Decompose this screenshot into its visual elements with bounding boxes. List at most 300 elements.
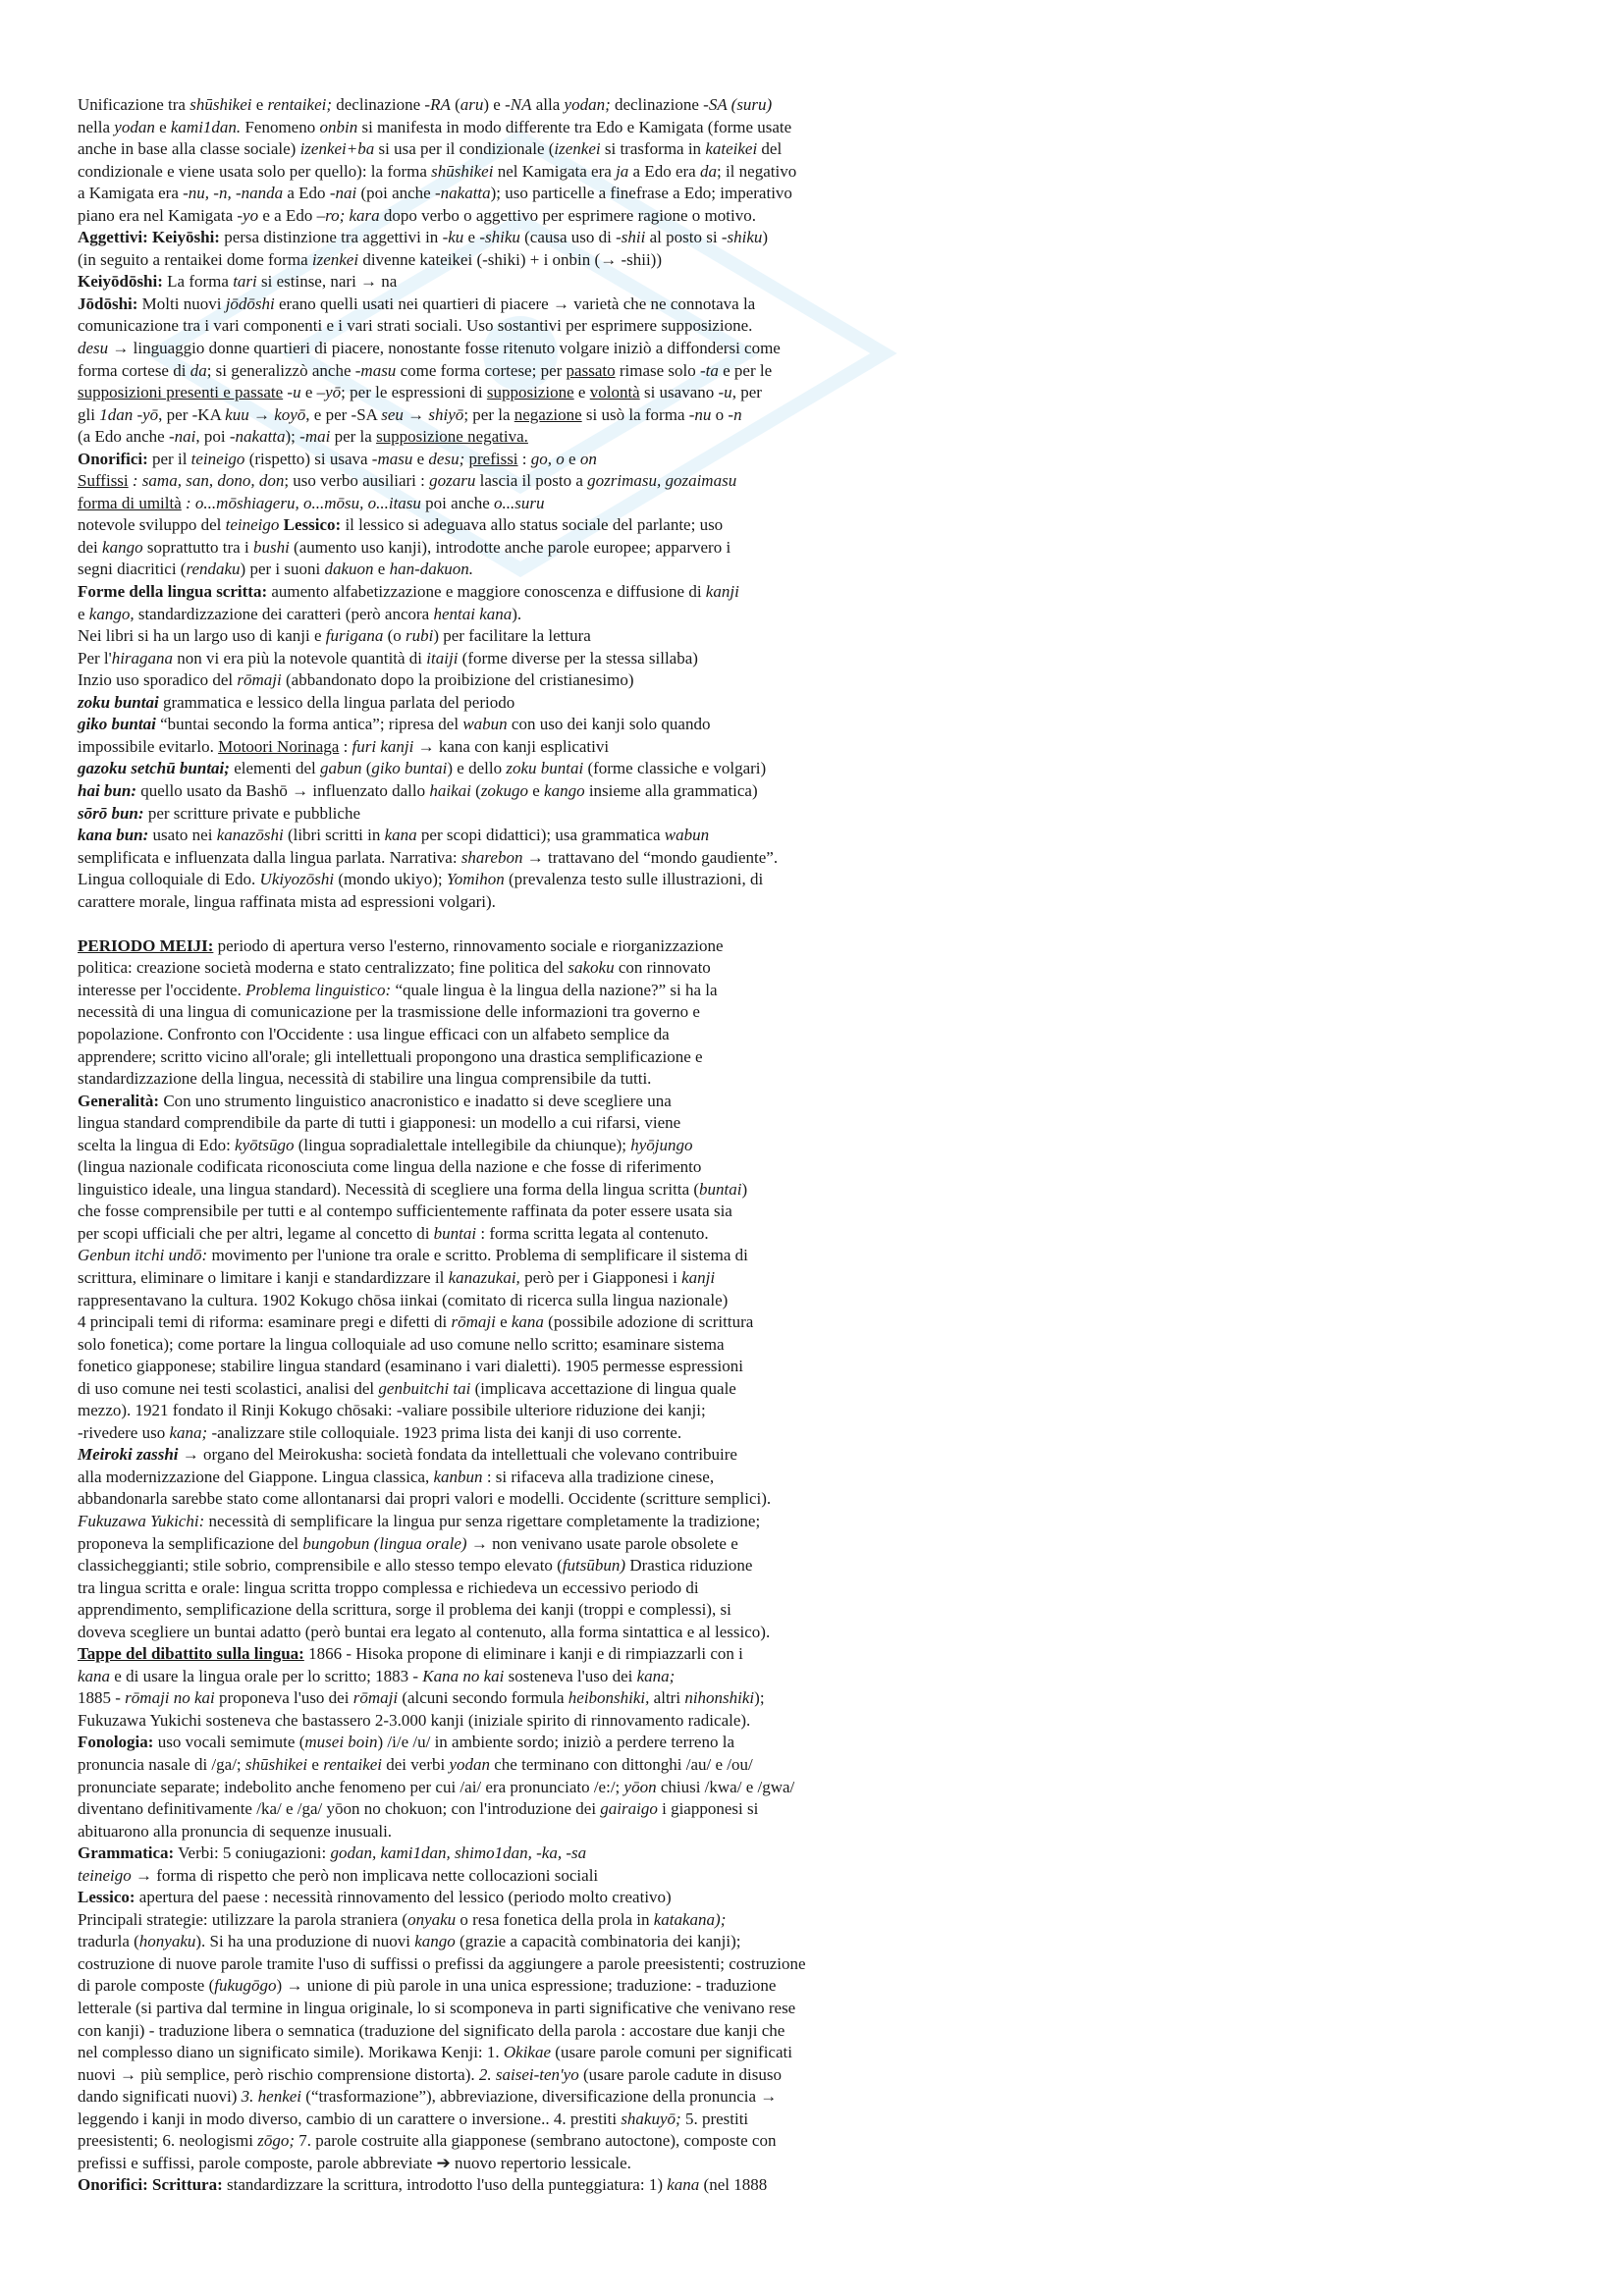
text-run: e [251, 95, 268, 114]
text-run: tra lingua scritta e orale: lingua scritta troppo complessa e richiedeva un eccessivo periodo di [78, 1577, 699, 1597]
italic-run: kana [78, 1666, 111, 1685]
text-run: carattere morale, lingua raffinata mista ad espressioni volgari). [78, 891, 496, 911]
italic-run: 1dan -yō [99, 404, 159, 424]
text-run: nel complesso diano un significato simile). Morikawa Kenji: 1. [78, 2043, 504, 2062]
text-line [78, 825, 922, 847]
italic-run: haikai [429, 780, 471, 800]
text-run: Principali strategie: utilizzare la parola straniera ( [78, 1909, 408, 1929]
text-line [78, 2109, 922, 2131]
text-line [78, 1356, 922, 1378]
text-line [78, 338, 922, 360]
text-run: e [307, 1755, 324, 1775]
italic-run: -masu [371, 449, 413, 468]
text-line [78, 1378, 922, 1401]
text-run: → non venivano usate parole obsolete e [466, 1533, 738, 1553]
text-run: di uso comune nei testi scolastici, analisi del [78, 1378, 379, 1398]
text-run: : forma scritta legata al contenuto. [476, 1223, 709, 1243]
italic-run: aru [460, 95, 484, 114]
italic-run: -nai [329, 184, 357, 203]
text-run: (usare parole cadute in disuso [578, 2064, 782, 2084]
text-line [78, 1046, 922, 1069]
text-line [78, 514, 922, 537]
italic-run: rendaku [186, 560, 241, 579]
italic-run: teineigo [225, 515, 280, 535]
text-run: → trattavano del “mondo gaudiente”. [522, 847, 779, 867]
text-run: abbandonarla sarebbe stato come allontanarsi dai propri valori e modelli. Occidente (scritture semplici). [78, 1489, 772, 1509]
italic-run: kanazōshi [216, 826, 284, 845]
bold-run: Keiyōdōshi: [78, 272, 163, 292]
text-run: (rispetto) si usava [244, 449, 372, 468]
text-line [78, 1666, 922, 1688]
italic-run: yodan; [564, 95, 611, 114]
text-run: impossibile evitarlo. [78, 736, 219, 756]
text-line [78, 1998, 922, 2020]
text-run: per scopi ufficiali che per altri, legame al concetto di [78, 1223, 434, 1243]
text-run: (possibile adozione di scrittura [543, 1312, 754, 1332]
text-run: ; per la [463, 404, 514, 424]
italic-run: : o...mōshiageru, o...mōsu, o...itasu [186, 493, 421, 512]
italic-run: izenkei [311, 249, 359, 269]
italic-run: yodan [449, 1755, 491, 1775]
text-run: di parole composte ( [78, 1976, 215, 1996]
text-line [78, 1091, 922, 1113]
italic-run: go, o [530, 449, 565, 468]
text-run: comunicazione tra i vari componenti e i vari strati sociali. Uso sostantivi per esprimere supposizione. [78, 316, 753, 336]
text-run: ) per facilitare la lettura [433, 626, 591, 646]
text-run: politica: creazione società moderna e stato centralizzato; fine politica del [78, 958, 568, 978]
text-run: linguistico ideale, una lingua standard). Necessità di scegliere una forma della lingua scritta ( [78, 1179, 700, 1199]
bold-run: Fonologia: [78, 1733, 154, 1752]
text-run: Lingua colloquiale di Edo. [78, 870, 260, 889]
text-line [78, 1931, 922, 1953]
italic-run: o...suru [494, 493, 545, 512]
text-run: si usa per il condizionale ( [374, 139, 555, 159]
italic-run: seu → shiyō [381, 404, 464, 424]
text-run: nel Kamigata era [493, 161, 617, 181]
text-run: 5. prestiti [680, 2109, 749, 2128]
text-run: proponeva l'uso dei [214, 1688, 353, 1708]
italic-run: kana; [169, 1422, 208, 1442]
text-run: si usò la forma [581, 404, 689, 424]
text-run: si manifesta in modo differente tra Edo e Kamigata (forme usate [357, 117, 792, 136]
text-run: piano era nel Kamigata [78, 205, 238, 225]
text-run: però per i Giapponesi i [519, 1267, 682, 1287]
italic-run: zokugo [480, 780, 528, 800]
italic-run: tari [233, 272, 257, 292]
italic-run: gabun [320, 759, 362, 778]
text-run: apertura del paese : necessità rinnovamento del lessico (periodo molto creativo) [135, 1888, 672, 1907]
bold-run: kana bun: [78, 826, 149, 845]
italic-run: kyōtsūgo [235, 1135, 295, 1154]
italic-run: kanji [705, 582, 739, 602]
text-run: e [412, 449, 429, 468]
text-run: (poi anche [356, 184, 435, 203]
text-run: (o [383, 626, 406, 646]
text-run: classicheggianti; stile sobrio, comprensibile e allo stesso tempo elevato ( [78, 1556, 563, 1575]
bold-run: zoku buntai [78, 692, 159, 712]
text-run: come forma cortese; per [396, 360, 567, 380]
text-run: e [527, 780, 545, 800]
underlined-run: Motoori Norinaga [218, 736, 340, 756]
underlined-run: prefissi [468, 449, 518, 468]
text-run: (implicava accettazione di lingua quale [470, 1378, 736, 1398]
text-line [78, 758, 922, 780]
text-run: aumento alfabetizzazione e maggiore conoscenza e diffusione di [267, 582, 706, 602]
italic-run: fukugōgo [214, 1976, 277, 1996]
text-line [78, 1511, 922, 1533]
italic-run: gozrimasu, gozaimasu [587, 471, 737, 491]
text-line [78, 2020, 922, 2043]
text-run: si estinse, nari → na [256, 272, 398, 292]
text-run: (“trasformazione”), abbreviazione, diversificazione della pronuncia → [301, 2087, 778, 2107]
text-run: periodo di apertura verso l'esterno, rinnovamento sociale e riorganizzazione [213, 935, 724, 955]
text-line [78, 1223, 922, 1246]
text-run: con uso dei kanji solo quando [507, 715, 711, 734]
text-run: e [300, 383, 317, 402]
text-run: 1866 - Hisoka propone di eliminare i kanji e di rimpiazzarli con i [303, 1644, 743, 1664]
italic-run: -u [287, 383, 301, 402]
italic-run: shūshikei [189, 95, 252, 114]
text-line [78, 1112, 922, 1135]
text-run: -analizzare stile colloquiale. 1923 prima lista dei kanji di uso corrente. [207, 1422, 682, 1442]
text-run: standardizzazione dei caratteri (però ancora [134, 604, 434, 623]
underlined-run: volontà [589, 383, 640, 402]
text-line [78, 2042, 922, 2064]
text-run: dando significati nuovi) [78, 2087, 242, 2107]
text-line [78, 1245, 922, 1267]
italic-run: Yomihon [446, 870, 505, 889]
text-line [78, 1156, 922, 1179]
text-line [78, 604, 922, 626]
text-run: segni diacritici ( [78, 560, 187, 579]
text-line [78, 1821, 922, 1843]
text-run: ; si generalizzò anche [206, 360, 355, 380]
italic-run: musei boin [304, 1733, 378, 1752]
text-run: e a Edo [258, 205, 317, 225]
italic-run: wabun [462, 715, 508, 734]
italic-run: rentaikei [323, 1755, 383, 1775]
text-line [78, 138, 922, 161]
text-run: Molti nuovi [137, 294, 226, 313]
text-run: ); [754, 1688, 765, 1708]
text-run: : si rifaceva alla tradizione cinese, [482, 1467, 715, 1486]
italic-run: kango, [88, 604, 135, 623]
text-line [78, 1467, 922, 1489]
text-line [78, 1577, 922, 1600]
text-run: (nel 1888 [699, 2175, 768, 2195]
text-line [78, 1001, 922, 1024]
text-run: sosteneva l'uso dei [504, 1666, 637, 1685]
italic-run: hentai kana [433, 604, 513, 623]
text-run: doveva scegliere un buntai adatto (però buntai era legato al contenuto, alla forma sintattica e al lessico). [78, 1622, 771, 1641]
italic-run: ja [616, 161, 629, 181]
text-run: (mondo ukiyo); [334, 870, 447, 889]
text-run: 4 principali temi di riforma: esaminare pregi e difetti di [78, 1312, 452, 1332]
italic-run: on [579, 449, 597, 468]
italic-run: hyōjungo [630, 1135, 693, 1154]
text-line [78, 1400, 922, 1422]
text-run: declinazione [332, 95, 425, 114]
text-run: ( [450, 95, 460, 114]
text-run: erano quelli usati nei quartieri di piacere → varietà che ne connotava la [274, 294, 756, 313]
italic-run: shūshikei [244, 1755, 308, 1775]
text-line [78, 1135, 922, 1157]
text-run: ) [741, 1179, 748, 1199]
text-run: apprendere; scritto vicino all'orale; gli intellettuali propongono una drastica semplificazione e [78, 1046, 703, 1066]
italic-run: kanji [681, 1267, 716, 1287]
underlined-run: passato [566, 360, 616, 380]
italic-run: rubi [406, 626, 434, 646]
italic-run: izenkei+ba [299, 139, 375, 159]
text-run: e per le [718, 360, 773, 380]
italic-run: katakana); [653, 1909, 727, 1929]
text-line [78, 183, 922, 205]
italic-run: kango [414, 1932, 456, 1951]
text-run: (abbandonato dopo la proibizione del cristianesimo) [281, 670, 634, 690]
italic-run: giko buntai [371, 759, 448, 778]
text-run: i giapponesi si [657, 1799, 759, 1819]
text-run: necessità di una lingua di comunicazione per la trasmissione delle informazioni tra governo e [78, 1002, 700, 1022]
text-run: “quale lingua è la lingua della nazione?” si ha la [391, 980, 718, 999]
text-line [78, 227, 922, 249]
text-line [78, 1290, 922, 1312]
text-run: , poi [195, 427, 230, 447]
text-line [78, 935, 922, 958]
text-run: e [573, 383, 590, 402]
bold-run: sōrō bun: [78, 803, 144, 823]
text-run: ; uso verbo ausiliari : [284, 471, 430, 491]
text-line [78, 294, 922, 316]
text-line [78, 315, 922, 338]
italic-run: Okikae [503, 2043, 552, 2062]
italic-run: desu [78, 339, 109, 358]
text-run: , per -KA [158, 404, 226, 424]
text-run: proponeva la semplificazione del [78, 1533, 303, 1553]
text-run: e [564, 449, 580, 468]
italic-run: 3. henkei [241, 2087, 302, 2107]
italic-run: Problema linguistico: [245, 980, 392, 999]
italic-run: -shiku [721, 228, 763, 247]
text-line [78, 271, 922, 294]
text-run: diventano definitivamente /ka/ e /ga/ yōon no chokuon; con l'introduzione dei [78, 1799, 601, 1819]
bold-run: hai bun: [78, 780, 136, 800]
bold-run: Onorifici: Scrittura: [78, 2175, 223, 2195]
blank-line [78, 913, 922, 935]
italic-run: : sama, san, dono, don [132, 471, 285, 491]
italic-run: –yō [316, 383, 342, 402]
italic-run: hiragana [111, 648, 174, 667]
text-run: 7. parole costruite alla giapponese (sembrano autoctone), composte con [294, 2131, 777, 2151]
underlined-run: supposizione [486, 383, 574, 402]
italic-run: yodan [114, 117, 155, 136]
italic-run: -NA [505, 95, 532, 114]
text-run: tradurla ( [78, 1932, 139, 1951]
text-run: -rivedere uso [78, 1422, 170, 1442]
text-run: ); uso particelle a finefrase a Edo; imperativo [490, 184, 792, 203]
text-run: “buntai secondo la forma antica”; ripresa del [155, 715, 463, 734]
italic-run: dakuon [324, 560, 374, 579]
bold-run: PERIODO MEIJI: [78, 935, 214, 955]
italic-run: kana [384, 826, 417, 845]
text-run: dei verbi [382, 1755, 450, 1775]
text-line [78, 980, 922, 1002]
italic-run: rōmaji no kai [125, 1688, 215, 1708]
italic-run: kango [544, 780, 585, 800]
text-line [78, 1599, 922, 1622]
text-run: dei [78, 537, 103, 557]
text-run: nuovi → più semplice, però rischio comprensione distorta). [78, 2064, 479, 2084]
text-line [78, 470, 922, 493]
text-line [78, 94, 922, 117]
text-run: (libri scritti in [283, 826, 385, 845]
text-run: Unificazione tra [78, 95, 190, 114]
text-run: ; il negativo [716, 161, 797, 181]
text-run: ) → unione di più parole in una unica espressione; traduzione: - traduzione [276, 1976, 777, 1996]
bold-run: Lessico: [283, 515, 342, 535]
italic-run: -yo [237, 205, 259, 225]
text-run: prefissi e suffissi, parole composte, parole abbreviate ➔ nuovo repertorio lessicale. [78, 2153, 631, 2172]
underlined-run: negazione [514, 404, 582, 424]
bold-run: Lessico: [78, 1888, 135, 1907]
italic-run: izenkei [554, 139, 601, 159]
text-run: alla [531, 95, 565, 114]
text-run: del [757, 139, 783, 159]
text-run: ) per i suoni [240, 560, 325, 579]
text-run: Con uno strumento linguistico anacronistico e inadatto si deve scegliere una [159, 1091, 672, 1110]
italic-run: sharebon [460, 847, 523, 867]
text-line [78, 803, 922, 826]
text-run: altri [649, 1688, 685, 1708]
text-run: 1885 - [78, 1688, 126, 1708]
italic-run: kateikei [705, 139, 758, 159]
text-run: : [339, 736, 352, 756]
italic-run: nihonshiki [684, 1688, 755, 1708]
italic-run: han-dakuon. [389, 560, 474, 579]
italic-run: buntai [699, 1179, 742, 1199]
italic-run: bushi [252, 537, 290, 557]
text-line [78, 692, 922, 715]
italic-run: wabun [664, 826, 710, 845]
text-run: leggendo i kanji in modo diverso, cambio di un carattere o inversione.. 4. prestiti [78, 2109, 622, 2128]
text-run: nella [78, 117, 115, 136]
text-line [78, 1555, 922, 1577]
text-run: (causa uso di [519, 228, 617, 247]
text-line [78, 1068, 922, 1091]
text-line [78, 714, 922, 736]
text-run: (prevalenza testo sulle illustrazioni, di [504, 870, 764, 889]
text-line [78, 1687, 922, 1710]
text-run: → organo del Meirokusha: società fondata da intellettuali che volevano contribuire [178, 1445, 737, 1465]
text-run: persa distinzione tra aggettivi in [219, 228, 443, 247]
text-run: con rinnovato [614, 958, 711, 978]
document-body [78, 94, 922, 2197]
text-line [78, 1732, 922, 1754]
text-run: chiusi /kwa/ e /gwa/ [656, 1777, 795, 1796]
text-line [78, 625, 922, 648]
italic-run: -RA [424, 95, 451, 114]
italic-run: -nakatta [229, 427, 286, 447]
italic-run: -mai [299, 427, 331, 447]
text-line [78, 2130, 922, 2153]
text-run: elementi del [229, 759, 320, 778]
italic-run: onbin [319, 117, 358, 136]
italic-run: -shiku [479, 228, 520, 247]
text-run: che terminano con dittonghi /au/ e /ou/ [490, 1755, 753, 1775]
text-line [78, 1887, 922, 1909]
text-line [78, 736, 922, 759]
text-line [78, 1488, 922, 1511]
text-run: per la [330, 427, 377, 447]
bold-run: Grammatica: [78, 1843, 175, 1863]
text-run: abituarono alla pronuncia di sequenze inusuali. [78, 1821, 393, 1841]
text-run: preesistenti; 6. neologismi [78, 2131, 258, 2151]
italic-run: Kana no kai [422, 1666, 505, 1685]
text-line [78, 1975, 922, 1998]
text-run: ). Si ha una produzione di nuovi [195, 1932, 415, 1951]
bold-run: Meiroki zasshi [78, 1445, 179, 1465]
text-line [78, 1909, 922, 1932]
text-line [78, 382, 922, 404]
italic-run: kuu → koyō [225, 404, 306, 424]
text-run: Drastica riduzione [625, 1556, 753, 1575]
text-line [78, 1622, 922, 1644]
underlined-run: Suffissi [78, 471, 129, 491]
text-line [78, 249, 922, 272]
text-run: movimento per l'unione tra orale e scritto. Problema di semplificare il sistema di [207, 1246, 748, 1265]
text-run: ( [470, 780, 481, 800]
text-line [78, 648, 922, 670]
text-run: (lingua nazionale codificata riconosciuta come lingua della nazione e che fosse di riferimento [78, 1157, 702, 1177]
bold-run: Tappe del dibattito sulla lingua: [78, 1644, 304, 1664]
text-run: rimase solo [615, 360, 700, 380]
text-line [78, 117, 922, 139]
text-run: e [463, 228, 480, 247]
italic-run: yōon [623, 1777, 657, 1796]
text-run: scelta la lingua di Edo: [78, 1135, 236, 1154]
text-run: declinazione [610, 95, 704, 114]
text-run: standardizzazione della lingua, necessità di stabilire una lingua comprensibile da tutti. [78, 1069, 652, 1089]
italic-run: -masu [354, 360, 397, 380]
bold-run: Onorifici: [78, 449, 148, 468]
underlined-run: supposizioni presenti e passate [78, 383, 284, 402]
text-run: notevole sviluppo del [78, 515, 226, 535]
text-run: (usare parole comuni per significati [551, 2043, 792, 2062]
italic-run: rōmaji [451, 1312, 496, 1332]
text-line [78, 669, 922, 692]
text-run: e [78, 604, 89, 623]
text-line [78, 1953, 922, 1976]
italic-run: -nu [688, 404, 712, 424]
text-run: lascia il posto a [475, 471, 588, 491]
bold-run: gazoku setchū buntai; [78, 759, 230, 778]
text-line [78, 1754, 922, 1777]
text-run: letterale (si partiva dal termine in lingua originale, lo si scomponeva in parti significative che venivano rese [78, 1999, 796, 2018]
text-line [78, 1777, 922, 1799]
italic-run: -nai [168, 427, 196, 447]
italic-run: da [699, 161, 717, 181]
text-run: per scritture private e pubbliche [143, 803, 360, 823]
text-run: ; per le espressioni di [341, 383, 487, 402]
italic-run: zōgo; [257, 2131, 295, 2151]
text-run: Fukuzawa Yukichi sosteneva che bastassero 2-3.000 kanji (iniziale spirito di rinnovamento radicale). [78, 1710, 751, 1730]
text-line [78, 1533, 922, 1556]
text-line [78, 2086, 922, 2109]
underlined-run: forma di umiltà [78, 493, 182, 512]
italic-run: zoku buntai [506, 759, 584, 778]
text-line [78, 493, 922, 515]
italic-run: kami1dan. [170, 117, 242, 136]
text-run: si trasforma in [600, 139, 706, 159]
